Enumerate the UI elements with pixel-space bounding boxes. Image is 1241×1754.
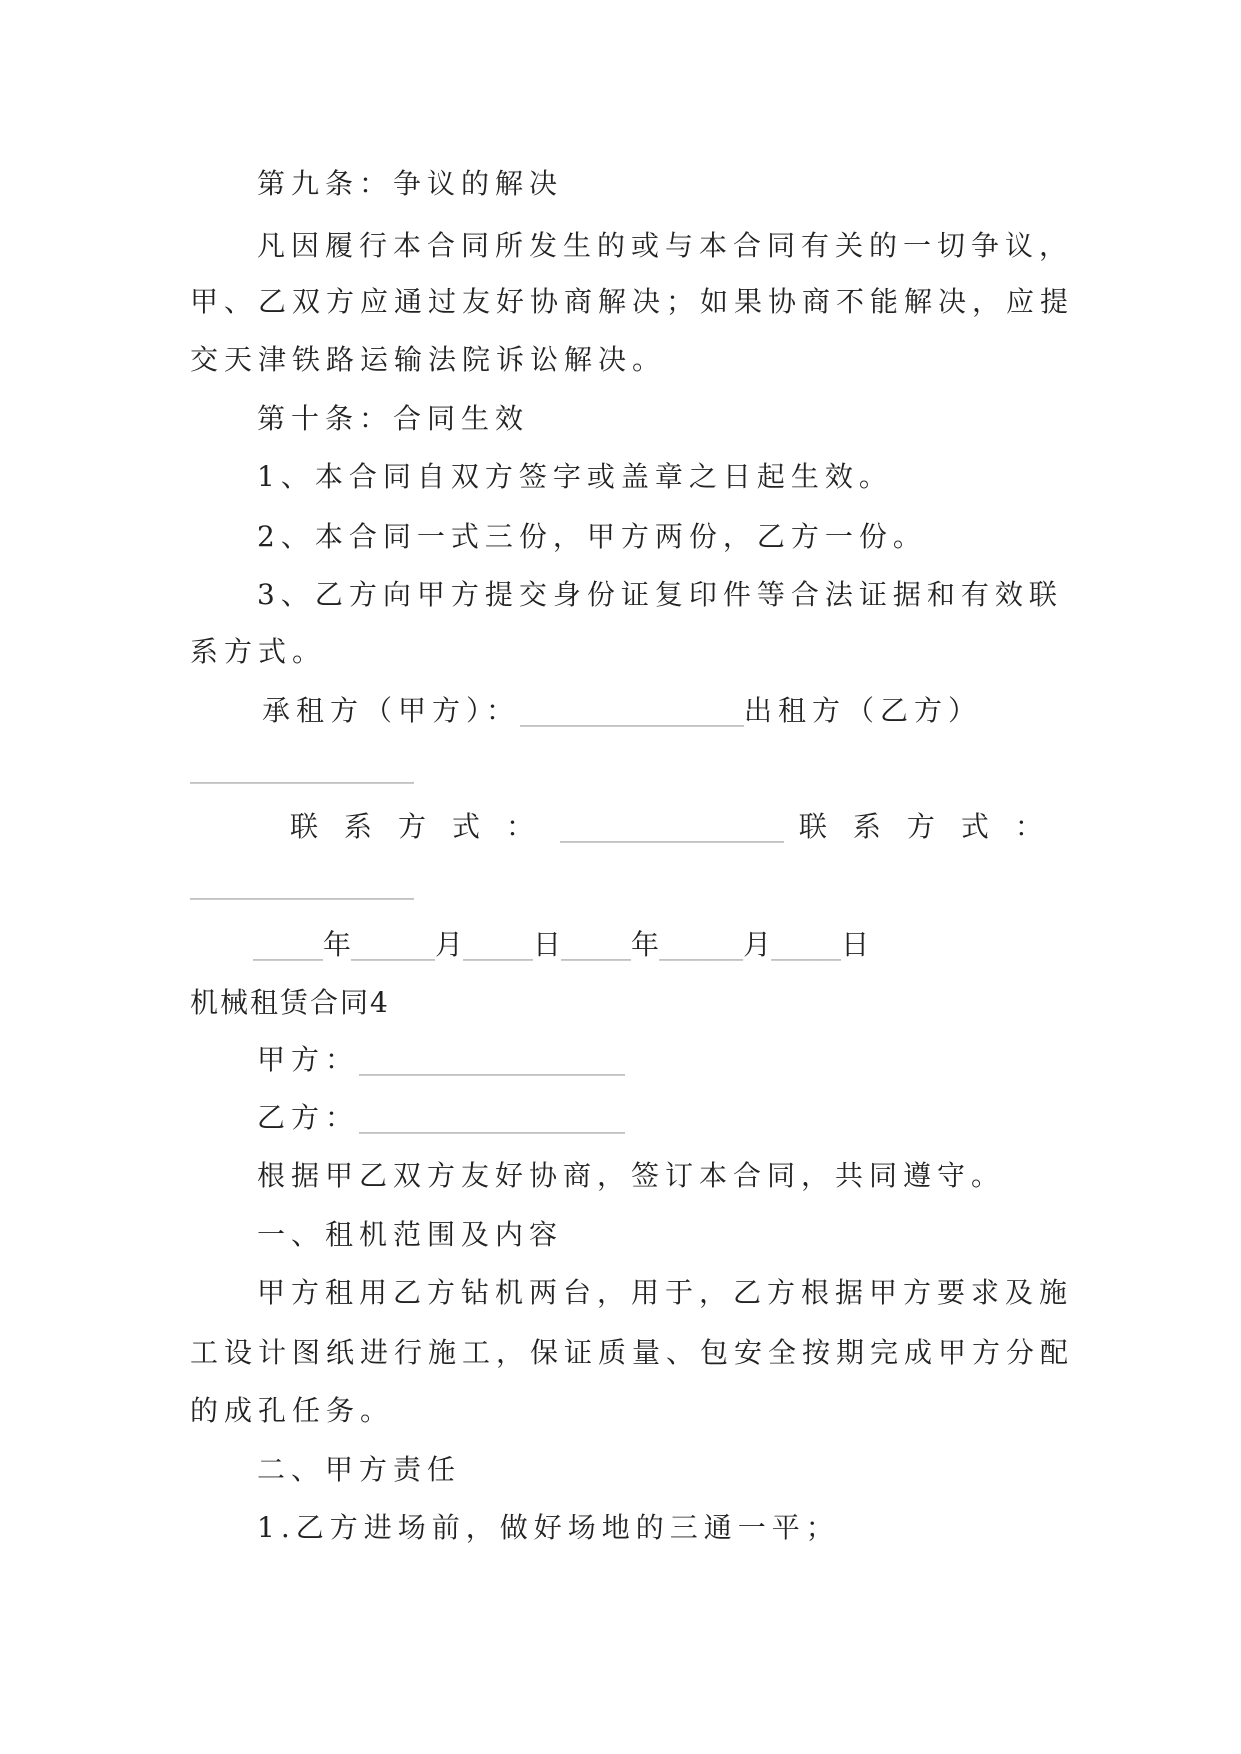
contact-line: [290, 809, 1069, 845]
party-b-line: 乙方：___________________: [257, 1101, 626, 1134]
date-line: _____年______月_____日_____年______月_____日: [253, 928, 870, 961]
contact-label-b: 联系方式：: [798, 810, 1069, 843]
lessor-label: 出租方（乙方）: [744, 694, 983, 727]
contact-blank-a[interactable]: ________________: [560, 810, 785, 843]
paragraph-line: 甲方租用乙方钻机两台，用于，乙方根据甲方要求及施: [257, 1276, 1074, 1309]
contact-blank-b[interactable]: ________________: [190, 867, 414, 900]
section-heading: 第十条：合同生效: [257, 402, 530, 435]
paragraph-line: 2、本合同一式三份，甲方两份，乙方一份。: [257, 520, 927, 553]
lessor-blank[interactable]: ________________: [190, 751, 414, 784]
paragraph-line: 甲、乙双方应通过友好协商解决；如果协商不能解决，应提: [190, 285, 1075, 318]
lessee-label: 承租方（甲方）：: [262, 694, 521, 727]
paragraph-line: 3、乙方向甲方提交身份证复印件等合法证据和有效联: [257, 578, 1063, 611]
paragraph-line: 1.乙方进场前，做好场地的三通一平；: [257, 1511, 840, 1544]
paragraph-line: 根据甲乙双方友好协商，签订本合同，共同遵守。: [257, 1159, 1006, 1192]
lessee-blank[interactable]: ________________: [520, 694, 745, 727]
paragraph-line: 1、本合同自双方签字或盖章之日起生效。: [257, 460, 893, 493]
paragraph-line: 交天津铁路运输法院诉讼解决。: [190, 343, 667, 376]
paragraph-line: 工设计图纸进行施工，保证质量、包安全按期完成甲方分配: [190, 1336, 1075, 1369]
signature-line: [262, 693, 982, 729]
paragraph-line: 凡因履行本合同所发生的或与本合同有关的一切争议，: [257, 229, 1074, 262]
paragraph-line: 系方式。: [190, 635, 327, 668]
contact-label-a: 联系方式：: [290, 810, 561, 843]
section-heading: 第九条：争议的解决: [257, 167, 564, 200]
section-heading: 二、甲方责任: [257, 1453, 462, 1486]
paragraph-line: 的成孔任务。: [190, 1394, 395, 1427]
contract-title: 机械租赁合同4: [190, 986, 390, 1019]
party-a-line: 甲方：___________________: [257, 1043, 626, 1076]
section-heading: 一、租机范围及内容: [257, 1218, 564, 1251]
